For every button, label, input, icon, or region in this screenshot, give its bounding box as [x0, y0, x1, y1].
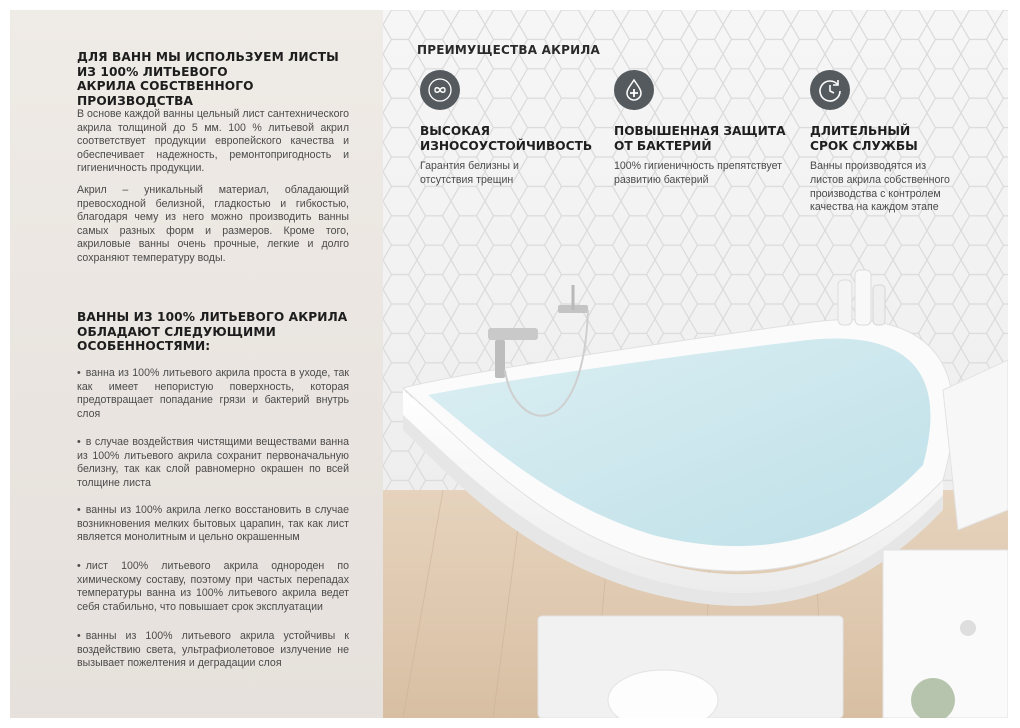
advantage-long-service: [810, 70, 990, 215]
feature-bullet-text: в случае воздействия чистящими веществами ванна из 100% литьевого акрила сохранит первоначальную белизну, так как слой равномерно окрашен по всей толщине листа: [77, 436, 349, 489]
advantage-title: ВЫСОКАЯ ИЗНОСОУСТОЙЧИВОСТЬ: [420, 124, 593, 153]
feature-bullet-text: ванны из 100% литьевого акрила устойчивы к воздействию света, ультрафиолетовое излучение не вызывает пожелтения и деградации слоя: [77, 630, 349, 670]
feature-bullet: • в случае воздействия чистящими веществами ванна из 100% литьевого акрила сохранит первоначальную белизну, так как слой равномерно окрашен по всей толщине листа: [77, 436, 349, 489]
advantages-title: ПРЕИМУЩЕСТВА АКРИЛА: [417, 43, 600, 57]
drop-cross-icon: [614, 70, 654, 110]
brochure-page: [10, 10, 1008, 718]
paragraph-acrylic-material: Акрил – уникальный материал, обладающий превосходной белизной, гладкостью и гибкостью, благодаря чему из него можно производить ванны самых разных форм и размеров. Кроме того, акриловые ванны очень прочные, легкие и долго сохраняют температуру воды.: [77, 184, 349, 264]
infinity-icon: [420, 70, 460, 110]
advantage-description: Гарантия белизны и отсутствия трещин: [420, 160, 519, 186]
feature-bullet: • лист 100% литьевого акрила однороден по химическому составу, поэтому при частых перепадах температуры ванна из 100% литьевого акрила ведет себя стабильно, что повышает срок эксплуатации: [77, 560, 349, 613]
feature-bullet: • ванна из 100% литьевого акрила проста в уходе, так как имеет непористую поверхность, которая предотвращает попадание грязи и бактерий внутрь слоя: [77, 367, 349, 420]
advantage-description: Ванны производятся из листов акрила собственного производства с контролем качества на каждом этапе: [810, 160, 950, 214]
section-heading-acrylic-sheets: ДЛЯ ВАНН МЫ ИСПОЛЬЗУЕМ ЛИСТЫ ИЗ 100% ЛИТЬЕВОГО АКРИЛА СОБСТВЕННОГО ПРОИЗВОДСТВА: [77, 50, 339, 108]
advantage-bacteria-protection: [614, 70, 794, 188]
advantage-wear-resistance: [420, 70, 600, 188]
feature-bullet-text: ванны из 100% акрила легко восстановить в случае возникновения мелких бытовых царапин, так как лист является монолитным и цельно окрашенным: [77, 504, 349, 544]
clock-icon: [810, 70, 850, 110]
feature-bullet-text: ванна из 100% литьевого акрила проста в уходе, так как имеет непористую поверхность, которая предотвращает попадание грязи и бактерий внутрь слоя: [77, 367, 349, 420]
paragraph-sheet-description: В основе каждой ванны цельный лист сантехнического акрила толщиной до 5 мм. 100 % литьевой акрил соответствует продукции европейского качества и обеспечивает надежность, ремонтопригодность и гигиеничность продукции.: [77, 108, 349, 175]
section-heading-features: ВАННЫ ИЗ 100% ЛИТЬЕВОГО АКРИЛА ОБЛАДАЮТ СЛЕДУЮЩИМИ ОСОБЕННОСТЯМИ:: [77, 310, 348, 353]
feature-bullet-text: лист 100% литьевого акрила однороден по химическому составу, поэтому при частых перепадах температуры ванна из 100% литьевого акрила ведет себя стабильно, что повышает срок эксплуатации: [77, 560, 349, 613]
advantage-description: 100% гигиеничность препятствует развитию бактерий: [614, 160, 782, 186]
feature-bullet: • ванны из 100% литьевого акрила устойчивы к воздействию света, ультрафиолетовое излучение не вызывает пожелтения и деградации слоя: [77, 630, 349, 670]
left-text-panel: [10, 10, 383, 718]
advantage-title: ПОВЫШЕННАЯ ЗАЩИТА ОТ БАКТЕРИЙ: [614, 124, 786, 153]
advantage-title: ДЛИТЕЛЬНЫЙ СРОК СЛУЖБЫ: [810, 124, 918, 153]
feature-bullet: • ванны из 100% акрила легко восстановить в случае возникновения мелких бытовых царапин, так как лист является монолитным и цельно окрашенным: [77, 504, 349, 544]
